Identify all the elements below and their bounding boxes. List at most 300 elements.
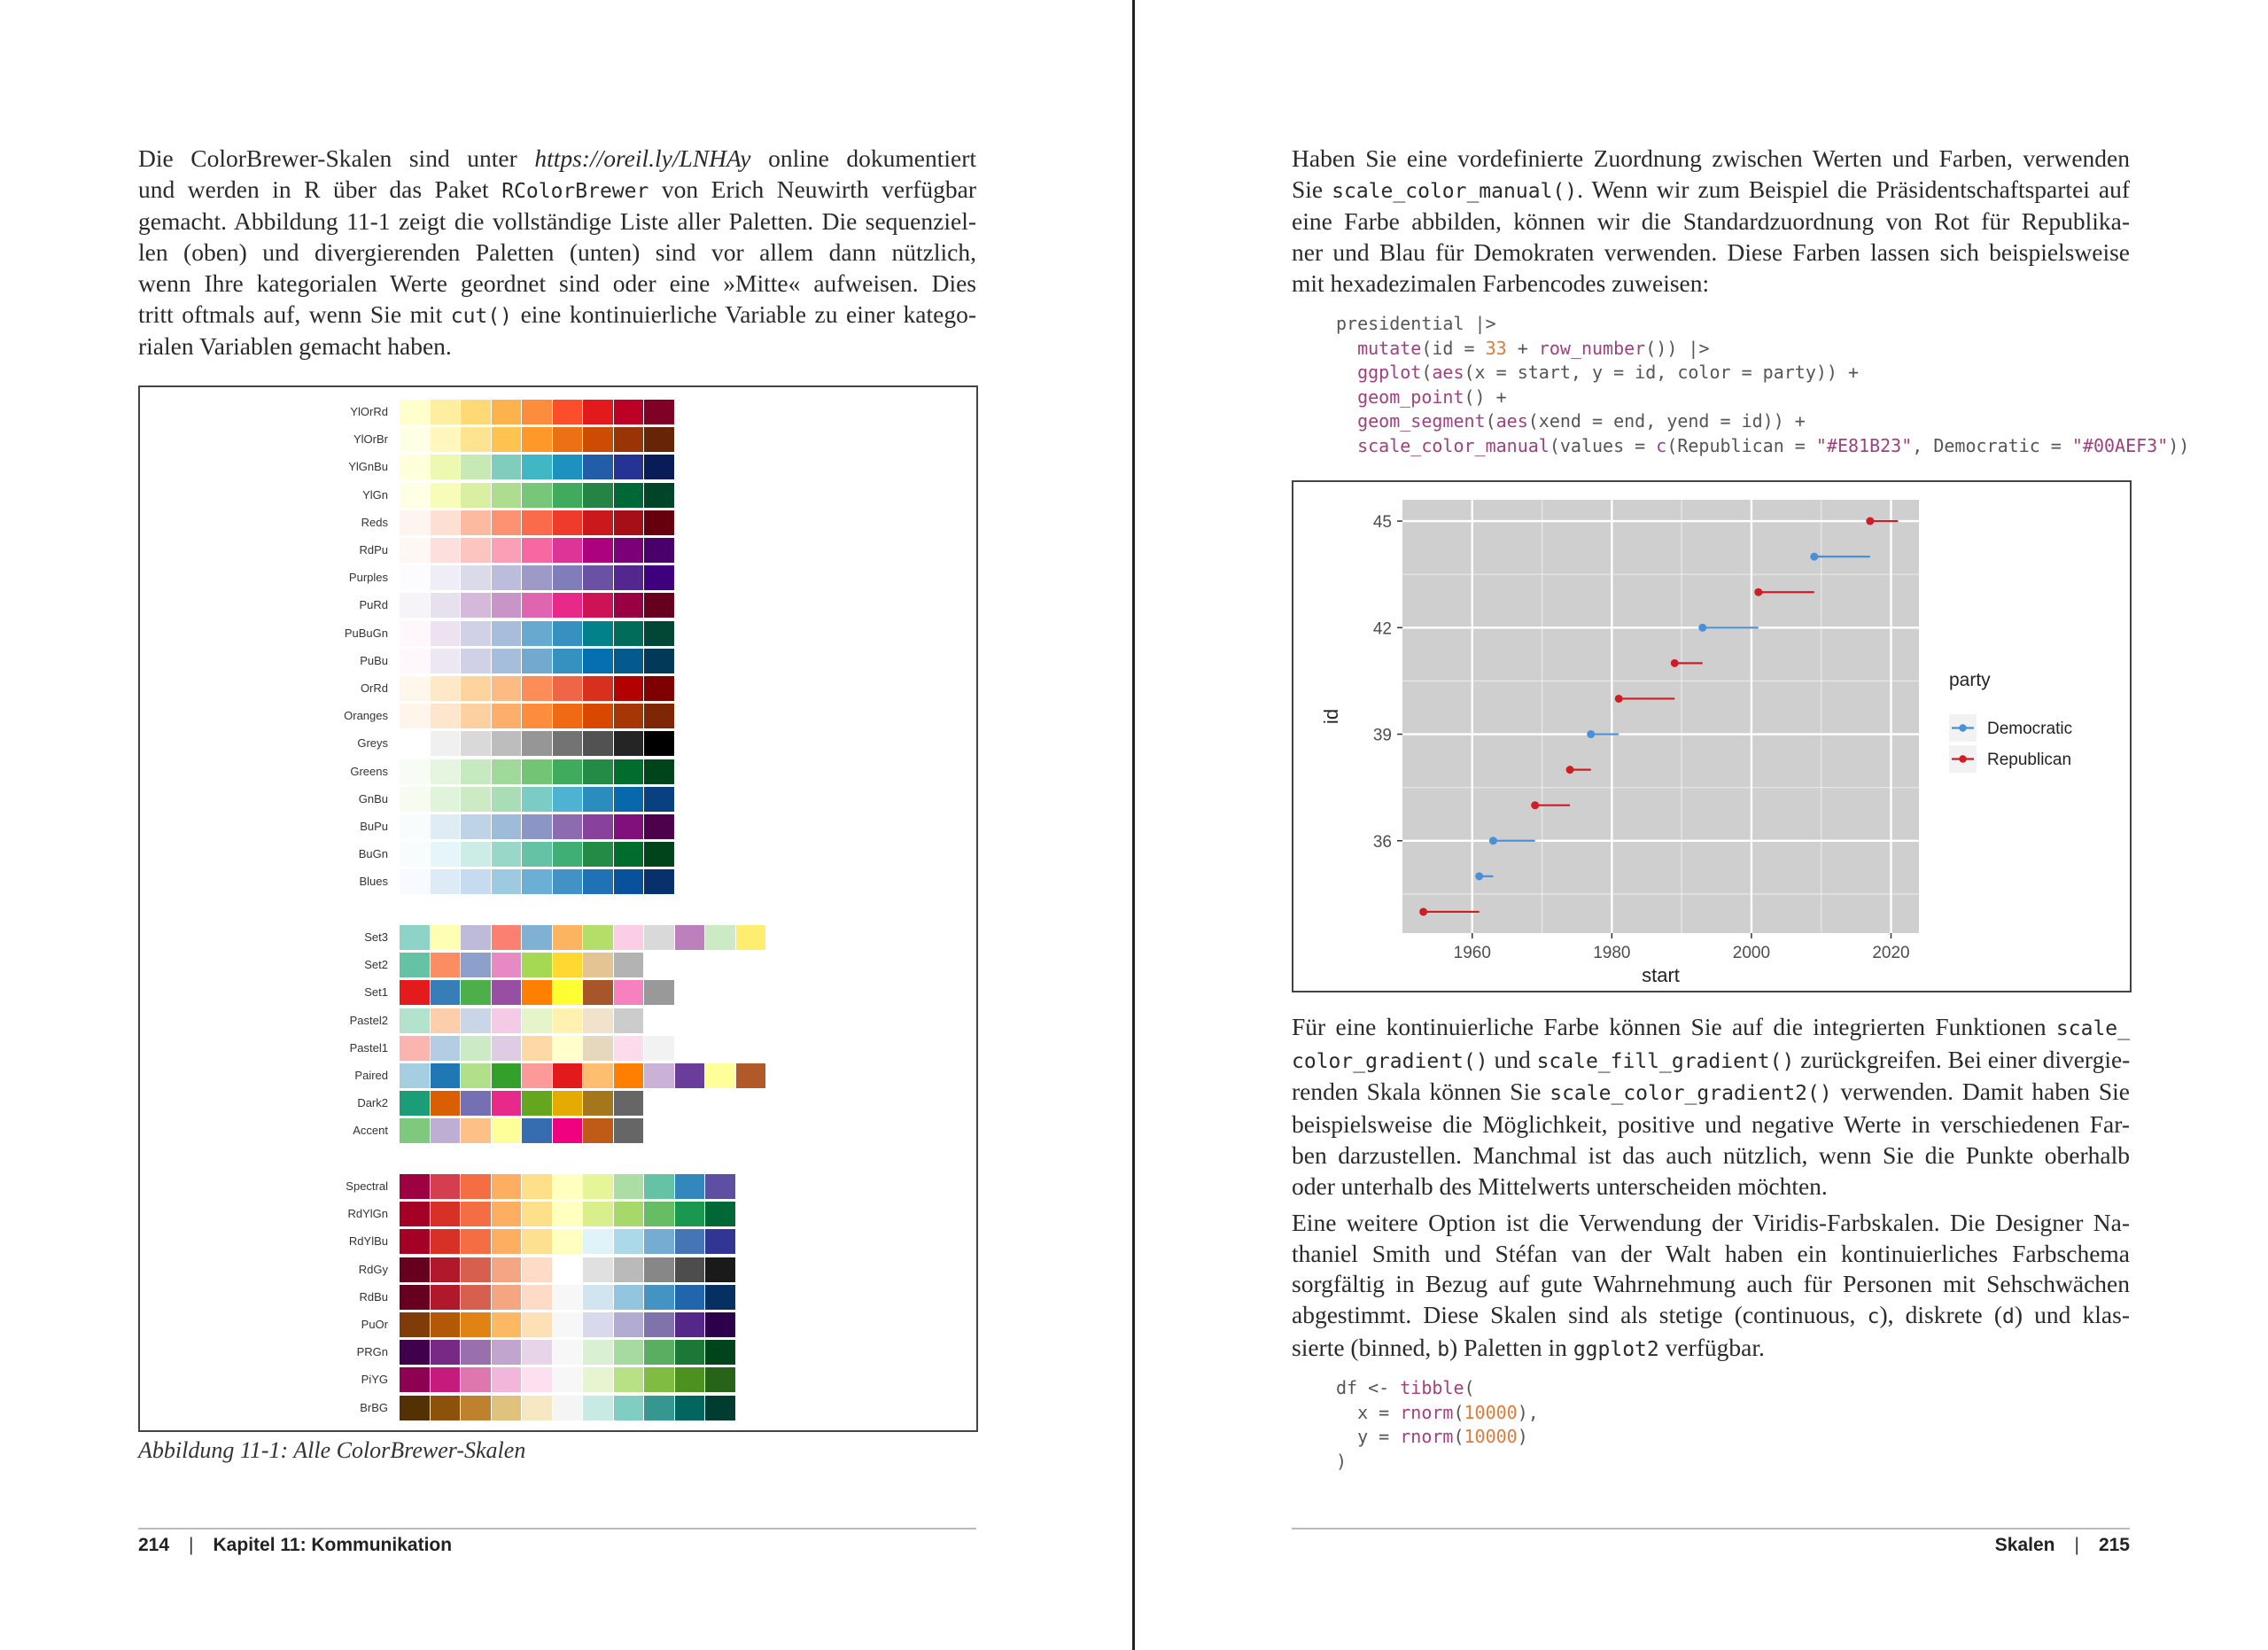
palette-swatch — [400, 1202, 430, 1226]
palette-swatch — [492, 1036, 522, 1061]
palette-swatch — [522, 953, 552, 977]
palette-swatch — [583, 980, 613, 1005]
palette-label-bugn: BuGn — [358, 847, 388, 861]
palette-swatch — [461, 649, 491, 673]
palette-label-ylorrd: YlOrRd — [350, 405, 388, 418]
palette-swatch — [583, 1257, 613, 1282]
palette-swatch — [553, 621, 583, 646]
palette-swatch — [400, 455, 430, 479]
para1-line: ner und Blau für Demokraten verwenden. Diese Farben lassen sich beispielsweise — [1292, 238, 2130, 267]
palette-swatch — [675, 925, 705, 950]
palette-label-prgn: PRGn — [356, 1345, 388, 1359]
palette-swatch — [522, 1118, 552, 1143]
palette-swatch — [461, 925, 491, 950]
footer-rule — [1292, 1528, 2130, 1529]
palette-swatch — [431, 427, 461, 452]
palette-swatch — [431, 649, 461, 673]
palette-swatch — [492, 621, 522, 646]
palette-swatch — [553, 1396, 583, 1420]
palette-swatch — [431, 814, 461, 839]
palette-swatch — [644, 731, 674, 756]
para2-line: Für eine kontinuierliche Farbe können Sie auf die integrierten Funktionen scale_ — [1292, 1013, 2130, 1040]
palette-swatch — [644, 1312, 674, 1337]
palette-swatch — [431, 400, 461, 424]
palette-swatch — [522, 427, 552, 452]
code1-line: geom_segment(aes(xend = end, yend = id)) + — [1357, 410, 1806, 432]
palette-swatch — [583, 1285, 613, 1310]
palette-swatch — [583, 869, 613, 894]
palette-swatch — [705, 1312, 735, 1337]
intro-line: wenn Ihre kategorialen Werte geordnet sind oder eine »Mitte« aufweisen. Dies — [138, 269, 976, 297]
palette-swatch — [675, 1202, 705, 1226]
palette-swatch — [553, 1091, 583, 1116]
palette-label-pastel1: Pastel1 — [349, 1040, 388, 1055]
palette-label-greys: Greys — [357, 736, 388, 751]
palette-swatch — [400, 1008, 430, 1033]
palette-swatch — [461, 787, 491, 812]
right-page — [1135, 0, 2268, 1650]
palette-swatch — [614, 676, 644, 701]
palette-swatch — [553, 759, 583, 784]
palette-swatch — [461, 565, 491, 590]
palette-swatch — [492, 1340, 522, 1365]
palette-swatch — [522, 759, 552, 784]
palette-swatch — [675, 1174, 705, 1199]
x-tick-label: 2000 — [1732, 944, 1771, 962]
footer-rule — [138, 1528, 976, 1529]
palette-swatch — [705, 1063, 735, 1088]
palette-swatch — [614, 1008, 644, 1033]
palette-swatch — [431, 1091, 461, 1116]
palette-swatch — [431, 1229, 461, 1254]
palette-swatch — [492, 455, 522, 479]
palette-swatch — [583, 1063, 613, 1088]
palette-swatch — [644, 538, 674, 563]
palette-swatch — [522, 593, 552, 618]
palette-swatch — [461, 953, 491, 977]
palette-label-set3: Set3 — [364, 930, 388, 944]
palette-swatch — [492, 649, 522, 673]
palette-label-rdgy: RdGy — [358, 1262, 388, 1276]
palette-swatch — [583, 842, 613, 867]
palette-swatch — [583, 1202, 613, 1226]
palette-swatch — [644, 1340, 674, 1365]
palette-swatch — [492, 814, 522, 839]
palette-swatch — [431, 925, 461, 950]
point-democratic — [1475, 872, 1483, 880]
palette-swatch — [492, 1008, 522, 1033]
palette-swatch — [553, 814, 583, 839]
palette-swatch — [492, 510, 522, 535]
intro-line: und werden in R über das Paket RColorBrewer von Erich Neuwirth verfügbar — [138, 175, 976, 203]
palette-swatch — [553, 704, 583, 728]
palette-swatch — [553, 953, 583, 977]
palette-swatch — [492, 731, 522, 756]
palette-swatch — [614, 869, 644, 894]
chapter-title: Kapitel 11: Kommunikation — [213, 1535, 453, 1555]
palette-label-brbg: BrBG — [360, 1400, 388, 1414]
palette-label-ylorbr: YlOrBr — [353, 432, 388, 447]
palette-swatch — [431, 1118, 461, 1143]
palette-swatch — [614, 565, 644, 590]
palette-swatch — [461, 1312, 491, 1337]
palette-swatch — [553, 1257, 583, 1282]
palette-swatch — [522, 1285, 552, 1310]
palette-swatch — [614, 427, 644, 452]
palette-swatch — [492, 759, 522, 784]
palette-swatch — [431, 538, 461, 563]
para2-line: beispielsweise die Möglichkeit, positive und negative Werte in verschiedenen Far- — [1292, 1110, 2130, 1139]
point-democratic — [1810, 553, 1818, 561]
palette-swatch — [583, 1091, 613, 1116]
palette-swatch — [400, 1063, 430, 1088]
palette-label-pastel2: Pastel2 — [349, 1013, 388, 1027]
palette-swatch — [705, 1396, 735, 1420]
code2-line: y = rnorm(10000) — [1336, 1426, 1528, 1447]
palette-swatch — [400, 1340, 430, 1365]
palette-swatch — [583, 538, 613, 563]
palette-swatch — [492, 565, 522, 590]
palette-swatch — [644, 649, 674, 673]
palette-swatch — [400, 1396, 430, 1420]
intro-line: rialen Variablen gemacht haben. — [138, 332, 452, 361]
palette-swatch — [583, 1396, 613, 1420]
palette-swatch — [614, 621, 644, 646]
palette-swatch — [431, 1008, 461, 1033]
palette-swatch — [431, 787, 461, 812]
palette-swatch — [461, 400, 491, 424]
palette-swatch — [614, 1285, 644, 1310]
palette-swatch — [431, 455, 461, 479]
palette-swatch — [522, 400, 552, 424]
palette-swatch — [400, 787, 430, 812]
para3-line: thaniel Smith und Stéfan van der Walt haben ein kontinuierliches Farbschema — [1292, 1239, 2130, 1267]
palette-swatch — [705, 1202, 735, 1226]
para2-line: renden Skala können Sie scale_color_gradient2() verwenden. Damit haben Sie — [1292, 1078, 2130, 1106]
palette-swatch — [431, 759, 461, 784]
palette-swatch — [583, 1118, 613, 1143]
palette-label-pubugn: PuBuGn — [344, 626, 388, 640]
para1-line: Haben Sie eine vordefinierte Zuordnung zwischen Werten und Farben, verwenden — [1292, 144, 2130, 172]
palette-label-gnbu: GnBu — [358, 791, 388, 806]
palette-swatch — [492, 1174, 522, 1199]
palette-swatch — [431, 1367, 461, 1392]
palette-swatch — [705, 1229, 735, 1254]
palette-swatch — [644, 869, 674, 894]
x-axis-title: start — [1642, 964, 1680, 986]
code1-line: scale_color_manual(values = c(Republican = "#E81B23", Democratic = "#00AEF3")) — [1357, 434, 2190, 456]
palette-swatch — [553, 565, 583, 590]
palette-swatch — [553, 1008, 583, 1033]
palette-swatch — [675, 1340, 705, 1365]
palette-swatch — [583, 649, 613, 673]
palette-swatch — [492, 953, 522, 977]
palette-swatch — [644, 483, 674, 508]
palette-swatch — [400, 427, 430, 452]
palette-swatch — [522, 1229, 552, 1254]
palette-swatch — [553, 593, 583, 618]
para3-line: abgestimmt. Diese Skalen sind als stetige (continuous, c), diskrete (d) und klas- — [1292, 1301, 2130, 1329]
palette-swatch — [522, 731, 552, 756]
y-tick-label: 45 — [1372, 513, 1392, 533]
palette-swatch — [522, 538, 552, 563]
palette-swatch — [492, 869, 522, 894]
palette-swatch — [400, 1118, 430, 1143]
palette-swatch — [431, 510, 461, 535]
palette-swatch — [431, 1036, 461, 1061]
palette-swatch — [461, 510, 491, 535]
code1-line: presidential |> — [1336, 313, 1496, 334]
palette-swatch — [675, 1396, 705, 1420]
palette-swatch — [431, 953, 461, 977]
palette-swatch — [492, 1063, 522, 1088]
plot-panel — [1402, 500, 1919, 933]
point-democratic — [1489, 837, 1497, 844]
palette-swatch — [461, 980, 491, 1005]
palette-label-rdpu: RdPu — [359, 543, 388, 556]
palette-swatch — [644, 1257, 674, 1282]
palette-swatch — [400, 565, 430, 590]
palette-swatch — [431, 731, 461, 756]
palette-swatch — [644, 1036, 674, 1061]
palette-swatch — [522, 925, 552, 950]
palette-swatch — [461, 676, 491, 701]
figure-caption: Abbildung 11-1: Alle ColorBrewer-Skalen — [138, 1437, 526, 1463]
code1-line: mutate(id = 33 + row_number()) |> — [1357, 337, 1710, 359]
palette-swatch — [614, 1202, 644, 1226]
palette-swatch — [461, 1118, 491, 1143]
palette-swatch — [614, 704, 644, 728]
palette-swatch — [461, 704, 491, 728]
palette-swatch — [583, 1008, 613, 1033]
palette-swatch — [614, 925, 644, 950]
palette-swatch — [461, 593, 491, 618]
point-republican — [1754, 588, 1762, 596]
palette-swatch — [553, 427, 583, 452]
palette-swatch — [400, 842, 430, 867]
palette-swatch — [431, 1285, 461, 1310]
palette-swatch — [522, 455, 552, 479]
palette-swatch — [431, 1340, 461, 1365]
page-number: 215 — [2098, 1535, 2130, 1555]
y-tick-label: 39 — [1372, 726, 1392, 745]
palette-swatch — [461, 1257, 491, 1282]
para1-line: Sie scale_color_manual(). Wenn wir zum Beispiel die Präsidentschaftspartei auf — [1292, 175, 2130, 203]
palette-swatch — [492, 787, 522, 812]
palette-swatch — [400, 1312, 430, 1337]
palette-swatch — [583, 455, 613, 479]
palette-swatch — [644, 1367, 674, 1392]
palette-swatch — [522, 1257, 552, 1282]
palette-swatch — [614, 1091, 644, 1116]
palette-swatch — [614, 1118, 644, 1143]
code2-line: df <- tibble( — [1336, 1377, 1475, 1398]
paragraph-scale-color-manual — [1292, 144, 2130, 300]
point-republican — [1566, 766, 1574, 774]
palette-swatch — [522, 1008, 552, 1033]
palette-label-ylgnbu: YlGnBu — [348, 460, 388, 474]
palette-swatch — [461, 538, 491, 563]
para1-line: eine Farbe abbilden, können wir die Standardzuordnung von Rot für Republika- — [1292, 207, 2130, 236]
palette-swatch — [461, 1285, 491, 1310]
palette-swatch — [644, 1202, 674, 1226]
palette-swatch — [736, 925, 766, 950]
palette-swatch — [431, 621, 461, 646]
palette-swatch — [614, 1396, 644, 1420]
palette-swatch — [400, 953, 430, 977]
palette-swatch — [492, 1367, 522, 1392]
palette-swatch — [614, 1312, 644, 1337]
palette-swatch — [400, 759, 430, 784]
palette-swatch — [553, 1229, 583, 1254]
palette-swatch — [522, 842, 552, 867]
palette-label-rdbu: RdBu — [359, 1289, 388, 1304]
palette-label-rdylbu: RdYlBu — [348, 1234, 388, 1249]
palette-swatch — [431, 565, 461, 590]
palette-swatch — [492, 925, 522, 950]
palette-label-purd: PuRd — [359, 598, 388, 612]
palette-swatch — [461, 1174, 491, 1199]
palette-swatch — [583, 427, 613, 452]
palette-swatch — [644, 787, 674, 812]
palette-swatch — [583, 1367, 613, 1392]
palette-swatch — [522, 1396, 552, 1420]
palette-swatch — [400, 1285, 430, 1310]
palette-swatch — [644, 676, 674, 701]
palette-swatch — [522, 510, 552, 535]
para2-line: ben darzustellen. Manchmal ist das auch nützlich, wenn Sie die Punkte oberhalb — [1292, 1140, 2130, 1169]
legend-key-point — [1959, 755, 1966, 762]
palette-swatch — [553, 1118, 583, 1143]
palette-swatch — [522, 1063, 552, 1088]
palette-swatch — [614, 787, 644, 812]
palette-label-piyg: PiYG — [361, 1373, 388, 1387]
palette-swatch — [736, 1063, 766, 1088]
palette-swatch — [461, 1063, 491, 1088]
footer-separator: | — [2074, 1535, 2079, 1555]
palette-swatch — [431, 1396, 461, 1420]
palette-swatch — [553, 1285, 583, 1310]
palette-swatch — [583, 621, 613, 646]
palette-swatch — [614, 1036, 644, 1061]
point-democratic — [1587, 730, 1595, 738]
palette-swatch — [553, 483, 583, 508]
palette-swatch — [400, 814, 430, 839]
palette-swatch — [400, 731, 430, 756]
palette-swatch — [705, 1340, 735, 1365]
footer-separator: | — [189, 1535, 194, 1555]
palette-swatch — [644, 1396, 674, 1420]
palette-swatch — [583, 759, 613, 784]
palette-label-orrd: OrRd — [360, 681, 388, 695]
palette-swatch — [492, 538, 522, 563]
palette-swatch — [400, 593, 430, 618]
palette-swatch — [675, 1229, 705, 1254]
palette-label-oranges: Oranges — [344, 709, 388, 723]
palette-swatch — [675, 1285, 705, 1310]
palette-swatch — [461, 869, 491, 894]
palette-swatch — [492, 1202, 522, 1226]
palette-swatch — [431, 676, 461, 701]
presidential-chart — [1293, 482, 2130, 991]
code2-line: x = rnorm(10000), — [1336, 1401, 1539, 1423]
palette-swatch — [400, 1257, 430, 1282]
palette-swatch — [522, 1367, 552, 1392]
palette-swatch — [553, 842, 583, 867]
palette-swatch — [522, 676, 552, 701]
palette-swatch — [644, 1285, 674, 1310]
code-block-presidential — [1336, 312, 2189, 458]
palette-swatch — [400, 400, 430, 424]
palette-swatch — [461, 842, 491, 867]
palette-swatch — [705, 1257, 735, 1282]
palette-swatch — [614, 842, 644, 867]
palette-swatch — [400, 1036, 430, 1061]
palette-swatch — [400, 676, 430, 701]
palette-swatch — [705, 925, 735, 950]
palette-swatch — [553, 1202, 583, 1226]
palette-swatch — [492, 593, 522, 618]
palette-swatch — [583, 400, 613, 424]
palette-swatch — [644, 400, 674, 424]
palette-swatch — [675, 1063, 705, 1088]
palette-swatch — [644, 980, 674, 1005]
palette-swatch — [644, 842, 674, 867]
palette-swatch — [614, 1229, 644, 1254]
palette-swatch — [614, 953, 644, 977]
intro-line: gemacht. Abbildung 11-1 zeigt die vollständige Liste aller Paletten. Die sequenziel- — [138, 207, 976, 236]
palette-swatch — [553, 1063, 583, 1088]
palette-swatch — [553, 1174, 583, 1199]
palette-swatch — [431, 704, 461, 728]
legend-label-democratic: Democratic — [1987, 720, 2073, 738]
palette-label-dark2: Dark2 — [357, 1096, 388, 1110]
palette-swatch — [644, 1063, 674, 1088]
palette-swatch — [522, 649, 552, 673]
palette-swatch — [644, 510, 674, 535]
palette-swatch — [644, 565, 674, 590]
palette-swatch — [553, 649, 583, 673]
palette-swatch — [400, 621, 430, 646]
point-republican — [1671, 659, 1679, 667]
palette-swatch — [553, 787, 583, 812]
palette-swatch — [431, 1257, 461, 1282]
para2-line: oder unterhalb des Mittelwerts unterscheiden möchten. — [1292, 1171, 1828, 1200]
palette-label-spectral: Spectral — [346, 1179, 388, 1193]
palette-label-set2: Set2 — [364, 958, 388, 972]
palette-swatch — [614, 510, 644, 535]
palette-swatch — [400, 980, 430, 1005]
palette-swatch — [553, 925, 583, 950]
palette-swatch — [522, 980, 552, 1005]
palette-swatch — [614, 1063, 644, 1088]
palette-swatch — [461, 1340, 491, 1365]
palette-swatch — [492, 980, 522, 1005]
para3-line: Eine weitere Option ist die Verwendung der Viridis-Farbskalen. Die Designer Na- — [1292, 1209, 2130, 1236]
palette-swatch — [522, 565, 552, 590]
palette-swatch — [461, 621, 491, 646]
palette-swatch — [492, 1257, 522, 1282]
palette-swatch — [492, 1229, 522, 1254]
palette-swatch — [461, 455, 491, 479]
palette-swatch — [431, 1312, 461, 1337]
palette-swatch — [431, 869, 461, 894]
palette-swatch — [461, 1396, 491, 1420]
paragraph-continuous-color — [1292, 1012, 2130, 1202]
palette-swatch — [553, 869, 583, 894]
point-republican — [1866, 518, 1874, 525]
palette-swatch — [522, 1036, 552, 1061]
